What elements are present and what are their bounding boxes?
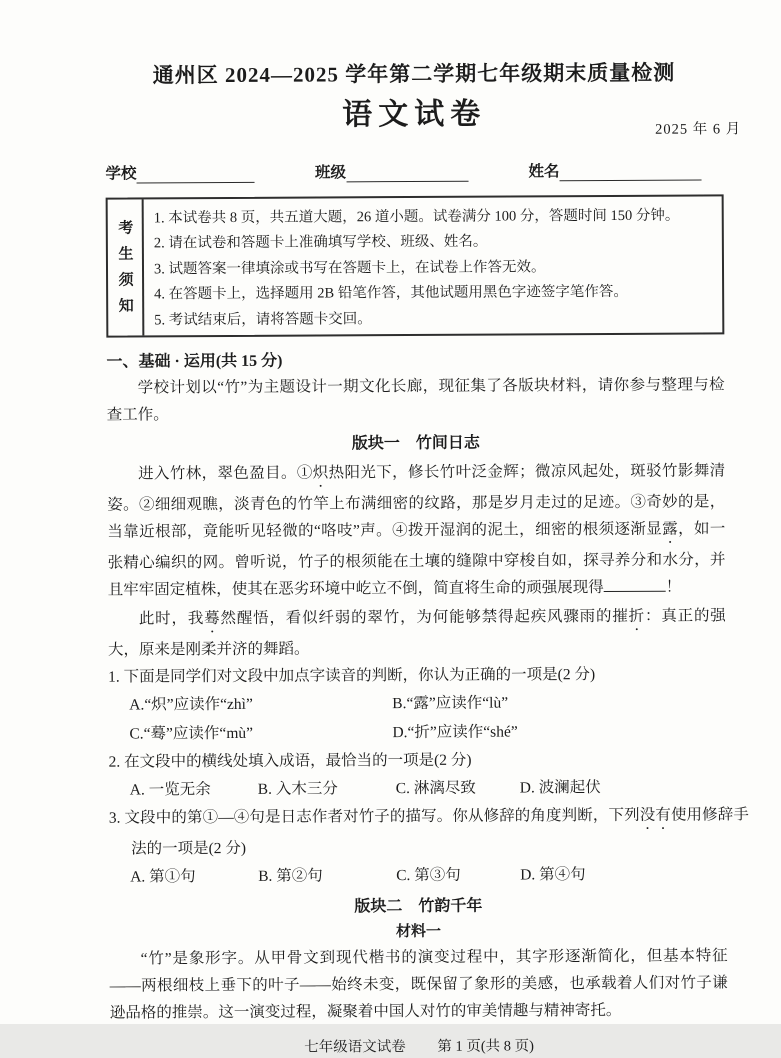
question-3-number: 3.	[108, 809, 125, 827]
question-3-option-d: D. 第④句	[520, 866, 586, 884]
school-fill-line	[136, 165, 254, 184]
section1-heading: 一、基础 · 运用(共 15 分)	[106, 352, 283, 371]
question-3-option-a: A. 第①句	[130, 868, 196, 886]
question-2-option-c: C. 淋漓尽致	[395, 779, 476, 798]
name-fill-line	[559, 162, 701, 181]
question-2-options	[109, 772, 727, 804]
name-label: 姓名	[528, 163, 560, 181]
question-3-option-b: B. 第②句	[258, 867, 323, 885]
question-3-stem	[109, 801, 749, 862]
footer-page-info: 第 1 页(共 8 页)	[437, 1038, 535, 1055]
question-1-option-c: C.“蓦”应读作“mù”	[129, 724, 254, 743]
class-label: 班级	[314, 164, 347, 182]
paper-title: 语文试卷	[342, 97, 487, 132]
notice-item: 3. 试题答案一律填涂或书写在答题卡上，在试卷上作答无效。	[153, 259, 546, 278]
paper-title-row	[105, 90, 742, 143]
candidate-notice-box	[106, 194, 725, 337]
question-1-options	[108, 687, 726, 748]
class-fill-line	[346, 164, 468, 183]
question-3-option-c: C. 第③句	[396, 866, 461, 885]
name-field	[528, 159, 701, 182]
paper-date: 2025 年 6 月	[655, 121, 742, 138]
class-field	[315, 160, 468, 183]
question-2-option-a: A. 一览无余	[129, 781, 211, 799]
notice-side-label-cell	[108, 199, 145, 335]
material-1-text: “竹”是象形字。从甲骨文到现代楷书的演变过程中，其字形逐渐简化，但基本特征——两根细枝上垂下的叶子——始终未变，既保留了象形的美感，也承载着人们对竹子谦逊品格的推崇。这一演变过程，凝聚着中国人对竹的审美情趣与精神寄托。	[109, 947, 728, 1022]
section1-intro: 学校计划以“竹”为主题设计一期文化长廊，现征集了各版块材料，请你参与整理与检查工作。	[106, 376, 725, 424]
question-2-stem: 2. 在文段中的横线处填入成语，最恰当的一项是(2 分)	[108, 751, 472, 771]
student-info-row	[105, 158, 723, 183]
block2-heading: 版块二 竹韵千年	[354, 897, 483, 916]
school-field	[105, 161, 254, 184]
school-label: 学校	[105, 165, 137, 183]
question-1-option-b: B.“露”应读作“lù”	[392, 694, 509, 713]
material-1-label: 材料一	[395, 923, 442, 941]
notice-side-label: 考生须知	[116, 219, 133, 324]
block1-heading: 版块一 竹间日志	[351, 434, 480, 453]
notice-item: 1. 本试卷共 8 页，共五道大题，26 道小题。试卷满分 100 分，答题时间 150 分钟。	[153, 207, 680, 227]
notice-item: 4. 在答题卡上，选择题用 2B 铅笔作答，其他试题用黑色字迹签字笔作答。	[154, 284, 628, 303]
notice-item: 2. 请在试卷和答题卡上准确填写学校、班级、姓名。	[153, 234, 488, 252]
question-1-option-d: D.“折”应读作“shé”	[392, 723, 518, 742]
notice-list	[144, 196, 723, 335]
page-footer	[110, 1033, 728, 1057]
question-2-option-b: B. 入木三分	[257, 780, 338, 798]
passage-paragraph-2: 此时，我蓦然醒悟，看似纤弱的翠竹，为何能够禁得起疾风骤雨的摧折：真正的强大，原来是刚柔并济的舞蹈。	[107, 607, 726, 659]
footer-paper-name: 七年级语文试卷	[304, 1039, 406, 1056]
question-1-option-a: A.“炽”应读作“zhì”	[129, 695, 253, 714]
question-1-stem: 1. 下面是同学们对文段中加点字读音的判断，你认为正确的一项是(2 分)	[108, 666, 596, 686]
passage-paragraph-1: 进入竹林，翠色盈目。①炽热阳光下，修长竹叶泛金辉；微凉风起处，斑驳竹影舞清姿。②细细观瞧，淡青色的竹竿上布满细密的纹路，那是岁月走过的足迹。③奇妙的是，当靠近根部，竟能听见轻微的“咯吱”声。④拨开湿润的泥土，细密的根须逐渐显露，如一张精心编织的网。曾听说，竹子的根须能在土壤的缝隙中穿梭自如，探寻养分和水分，并且牢牢固定植株，使其在恶劣环境中屹立不倒，简直将生命的顽强展现得 ！	[107, 462, 726, 599]
notice-item: 5. 考试结束后，请将答题卡交回。	[154, 310, 372, 328]
exam-title: 通州区 2024—2025 学年第二学期七年级期末质量检测	[152, 60, 676, 88]
question-3-stem-text: 文段中的第①—④句是日志作者对竹子的描写。你从修辞的角度判断，下列没有使用修辞手法的一项是(2 分)	[124, 806, 749, 858]
question-3-options	[109, 859, 727, 891]
question-2-option-d: D. 波澜起伏	[519, 779, 601, 797]
